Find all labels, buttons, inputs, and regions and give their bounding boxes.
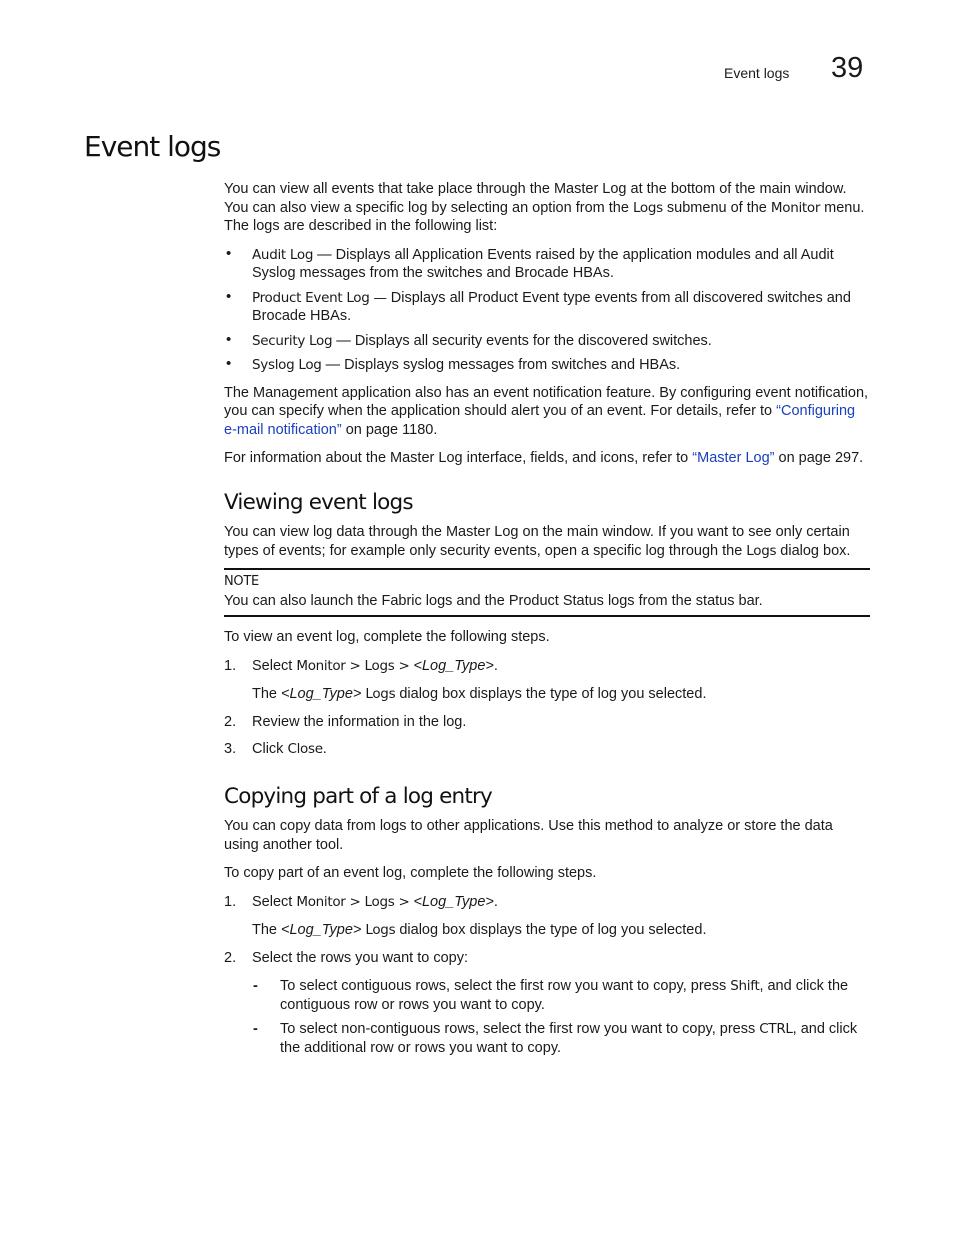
list-desc: Displays all Product Event type events from all discovered switches and Brocade HBAs. [252,289,851,324]
notification-paragraph [224,384,870,440]
copying-paragraph: You can copy data from logs to other applications. Use this method to analyze or store the data using another tool. [224,818,833,853]
masterlog-text: For information about the Master Log interface, fields, and icons, refer to [224,450,693,466]
list-desc: Displays syslog messages from switches and HBAs. [344,357,681,373]
dash-text: To select non-contiguous rows, select the first row you want to copy, press [280,1021,760,1037]
step-number: 1. [224,893,237,910]
step-item [224,657,870,704]
viewing-text: You can view log data through the Master Log on the main window. If you want to see only certain types of events; for example only security events, open a specific log through the [224,524,850,559]
intro-paragraph [224,180,870,236]
intro-text: menu. The logs are described in the following list: [224,199,865,234]
step-text: Select the rows you want to copy: [252,949,468,966]
masterlog-paragraph [224,449,870,468]
step-text: The [252,686,282,702]
intro-text: submenu of the [662,199,771,216]
step-item [224,949,870,1058]
note-label: NOTE [224,574,259,589]
step-text: . [493,893,498,910]
list-item [224,332,870,351]
logs-term: Logs [361,922,396,938]
separator: — [321,357,345,373]
viewing-paragraph [224,523,870,560]
close-term: Close [287,741,323,757]
list-item [224,246,870,283]
ctrl-key: CTRL [759,1021,793,1037]
step-text: Select [252,893,297,910]
step-number: 2. [224,713,237,730]
step-text: dialog box displays the type of log you selected. [395,922,707,938]
list-desc: Displays all Application Events raised by the application modules and all Audit Syslog messages from the switches and Brocade HBAs. [252,246,834,281]
bullet-mark: • [226,287,232,305]
bullet-mark: • [226,330,232,348]
copying-heading: Copying part of a log entry [224,783,492,809]
list-term: Audit Log [252,246,314,263]
log-type-list [224,246,870,375]
step-item [224,740,870,759]
step-item [224,893,870,940]
list-term: Product Event Log — [252,289,387,306]
note-text: You can also launch the Fabric logs and the Product Status logs from the status bar. [224,592,763,609]
list-item [224,289,870,326]
step-item [224,713,870,732]
step-text: . [322,741,327,757]
list-item [252,977,870,1014]
copying-steps-intro: To copy part of an event log, complete the following steps. [224,865,597,881]
menu-path: Monitor > Logs > [296,893,414,910]
viewing-steps [224,657,870,759]
list-item [224,356,870,375]
dash-mark: - [253,978,258,994]
notify-text: The Management application also has an event notification feature. By configuring event notification, you can specify when the application should alert you of an event. For details, refer to [224,384,869,419]
step-text: The [252,922,282,938]
bullet-mark: • [226,244,232,262]
separator: — [313,246,336,263]
main-content [224,180,870,1066]
step-text: Click [252,741,288,757]
dash-text: , and click the additional row or rows you want to copy. [280,1021,858,1056]
log-type-placeholder: <Log_Type> [413,893,494,910]
menu-path: Monitor > Logs > [296,657,414,674]
running-header-section: Event logs [724,65,790,81]
page-title: Event logs [84,130,221,163]
logs-term: Logs [746,542,777,559]
dash-mark: - [253,1021,258,1037]
log-type-placeholder: <Log_Type> [281,922,362,938]
step-number: 1. [224,657,237,674]
notify-after: on page 1180. [341,421,438,438]
configuring-email-link[interactable]: “Configuring e-mail notification” [224,403,856,438]
intro-text: You can view all events that take place through the Master Log at the bottom of the main window. You can also view a specific log by selecting an option from the [224,181,847,216]
logs-term: Logs [632,199,663,216]
shift-key: Shift [730,978,760,994]
log-type-placeholder: <Log_Type> [281,686,362,702]
copying-steps [224,893,870,1058]
step-text: dialog box displays the type of log you selected. [395,686,707,702]
log-type-placeholder: <Log_Type> [413,657,494,674]
step-result [252,921,870,940]
step-text: . [493,657,498,674]
list-desc: Displays all security events for the discovered switches. [354,332,712,349]
step-number: 2. [224,949,237,966]
step-result [252,685,870,704]
list-term: Syslog Log [252,357,322,373]
viewing-text: dialog box. [776,542,851,559]
separator: — [332,332,355,349]
note-box [224,568,870,617]
viewing-heading: Viewing event logs [224,489,413,515]
step-text: Select [252,657,297,674]
bullet-mark: • [226,355,232,372]
masterlog-after: on page 297. [774,450,864,466]
step-text: Review the information in the log. [252,713,467,730]
list-term: Security Log [252,332,333,349]
list-item [252,1020,870,1057]
viewing-steps-intro: To view an event log, complete the following steps. [224,629,550,645]
step-number: 3. [224,741,237,757]
chapter-number: 39 [831,52,864,84]
monitor-term: Monitor [770,199,821,216]
master-log-link[interactable]: “Master Log” [692,450,775,466]
dash-text: To select contiguous rows, select the first row you want to copy, press [280,978,731,994]
selection-methods [252,977,870,1057]
dash-text: , and click the contiguous row or rows you want to copy. [280,978,849,1013]
logs-term: Logs [361,686,396,702]
